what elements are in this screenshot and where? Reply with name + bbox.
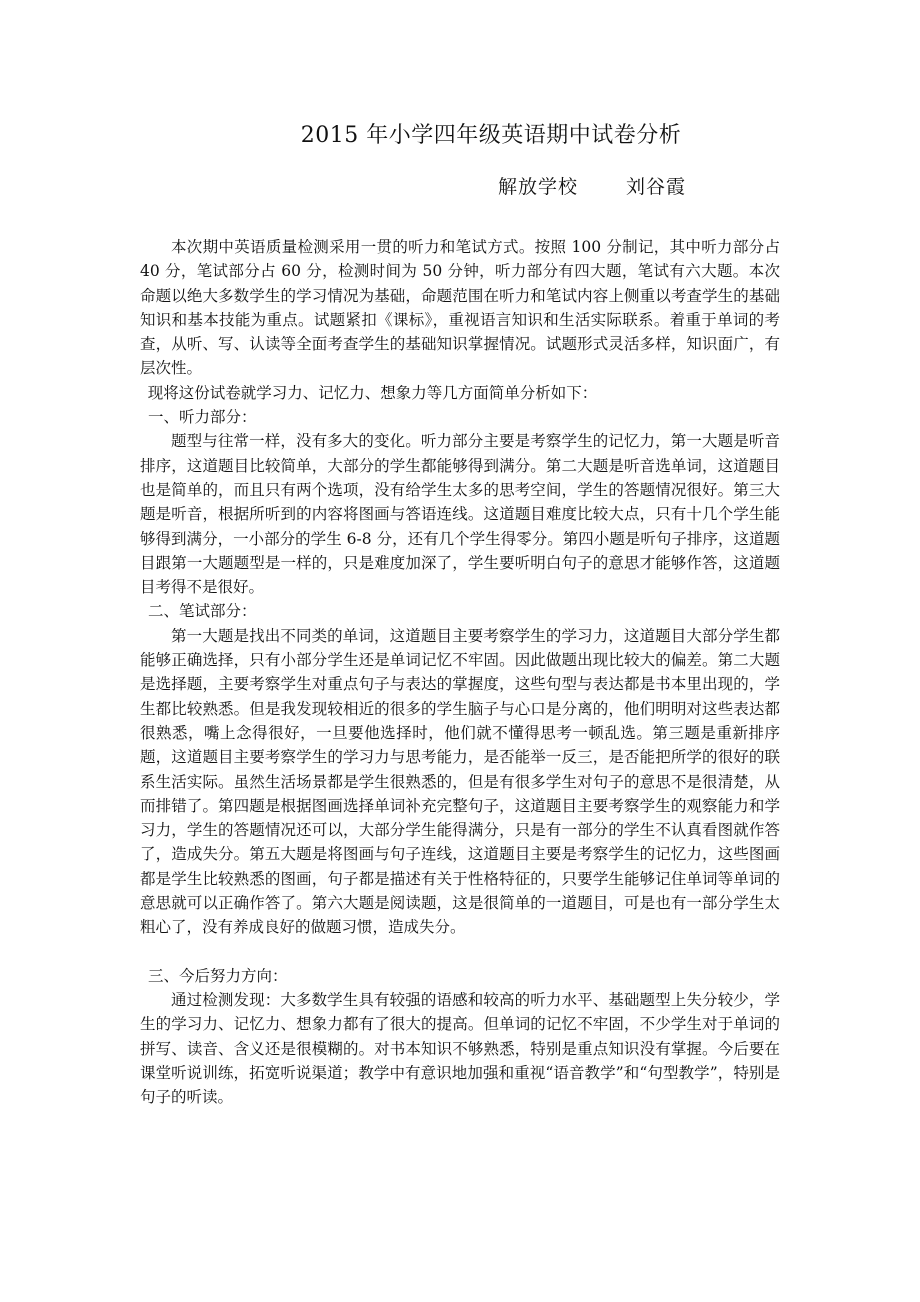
- section-heading-written: 二、笔试部分：: [148, 602, 257, 621]
- intro-paragraph: 本次期中英语质量检测采用一贯的听力和笔试方式。按照 100 分制记，其中听力部分占 40 分，笔试部分占 60 分，检测时间为 50 分钟，听力部分有四大题，笔试有六大题。本次命题以绝大多数学生的学习情况为基础，命题范围在听力和笔试内容上侧重以考查学生的基础知识和基本技能为重点。试题紧扣《课标》，重视语言知识和生活实际联系。着重于单词的考查，从听、写、认读等全面考查学生的基础知识掌握情况。试题形式灵活多样，知识面广，有层次性。: [140, 238, 780, 378]
- section-text-listening: 题型与往常一样，没有多大的变化。听力部分主要是考察学生的记忆力，第一大题是听音排序，这道题目比较简单，大部分的学生都能够得到满分。第二大题是听音选单词，这道题目也是简单的，而且只有两个选项，没有给学生太多的思考空间，学生的答题情况很好。第三大题是听音，根据所听到的内容将图画与答语连线。这道题目难度比较大点，只有十几个学生能够得到满分，一小部分的学生 6-8 分，还有几个学生得零分。第四小题是听句子排序，这道题目跟第一大题题型是一样的，只是难度加深了，学生要听明白句子的意思才能够作答，这道题目考得不是很好。: [140, 432, 780, 597]
- author-line: [498, 172, 686, 199]
- section-text-written: 第一大题是找出不同类的单词，这道题目主要考察学生的学习力，这道题目大部分学生都能够正确选择，只有小部分学生还是单词记忆不牢固。因此做题出现比较大的偏差。第二大题是选择题，主要考察学生对重点句子与表达的掌握度，这些句型与表达都是书本里出现的，学生都比较熟悉。但是我发现较相近的很多的学生脑子与心口是分离的，他们明明对这些表达都很熟悉，嘴上念得很好，一旦要他选择时，他们就不懂得思考一顿乱选。第三题是重新排序题，这道题目主要考察学生的学习力与思考能力，是否能举一反三，是否能把所学的很好的联系生活实际。虽然生活场景都是学生很熟悉的，但是有很多学生对句子的意思不是很清楚，从而排错了。第四题是根据图画选择单词补充完整句子，这道题目主要考察学生的观察能力和学习力，学生的答题情况还可以，大部分学生能得满分，只是有一部分的学生不认真看图就作答了，造成失分。第五大题是将图画与句子连线，这道题目主要是考察学生的记忆力，这些图画都是学生比较熟悉的图画，句子都是描述有关于性格特征的，只要学生能够记住单词等单词的意思就可以正确作答了。第六大题是阅读题，这是很简单的一道题目，可是也有一部分学生太粗心了，没有养成良好的做题习惯，造成失分。: [140, 626, 780, 937]
- analysis-intro: 现将这份试卷就学习力、记忆力、想象力等几方面简单分析如下：: [147, 383, 598, 402]
- document-body: [140, 235, 780, 1109]
- document-title: 2015 年小学四年级英语期中试卷分析: [300, 123, 682, 148]
- paragraph-spacer: [140, 940, 780, 964]
- section-heading-listening: 一、听力部分：: [148, 408, 257, 427]
- author-school: 解放学校: [498, 176, 579, 198]
- section-text-future: 通过检测发现：大多数学生具有较强的语感和较高的听力水平、基础题型上失分较少，学生的学习力、记忆力、想象力都有了很大的提高。但单词的记忆不牢固，不少学生对于单词的拼写、读音、含义还是很模糊的。对书本知识不够熟悉，特别是重点知识没有掌握。今后要在课堂听说训练，拓宽听说渠道；教学中有意识地加强和重视“语音教学”和“句型教学”，特别是句子的听读。: [140, 990, 780, 1107]
- section-heading-future: 三、今后努力方向：: [148, 966, 288, 985]
- author-name: 刘谷霞: [626, 176, 687, 198]
